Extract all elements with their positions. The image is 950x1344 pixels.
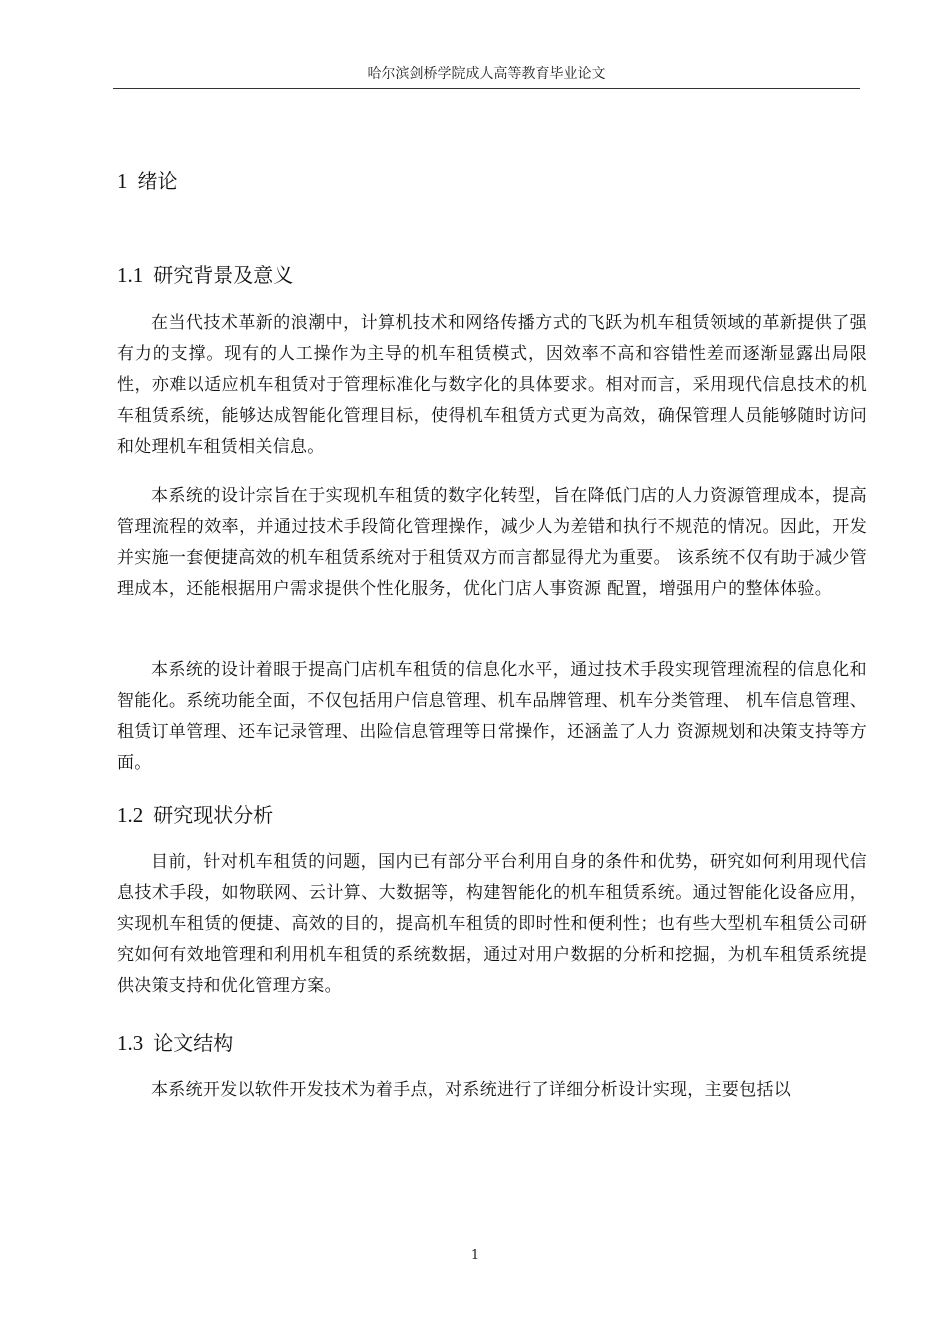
paragraph: 目前，针对机车租赁的问题，国内已有部分平台利用自身的条件和优势，研究如何利用现代信息技术手段，如物联网、云计算、大数据等，构建智能化的机车租赁系统。通过智能化设备应用，实现机车租赁的便捷、高效的目的，提高机车租赁的即时性和便利性；也有些大型机车租赁公司研究如何有效地管理和利用机车租赁的系统数据，通过对用户数据的分析和挖掘，为机车租赁系统提供决策支持和优化管理方案。 <box>117 852 867 996</box>
section-title: 研究现状分析 <box>153 803 274 827</box>
section-number: 1.3 <box>117 1031 144 1055</box>
section-heading-1-2 <box>117 801 273 829</box>
chapter-title: 绪论 <box>137 169 178 193</box>
page-number: 1 <box>470 1248 480 1263</box>
paragraph: 本系统的设计宗旨在于实现机车租赁的数字化转型，旨在降低门店的人力资源管理成本，提高管理流程的效率，并通过技术手段简化管理操作，减少人为差错和执行不规范的情况。因此，开发并实施一套便捷高效的机车租赁系统对于租赁双方而言都显得尤为重要。 该系统不仅有助于减少管理成本，还能根据用户需求提供个性化服务，优化门店人事资源 配置，增强用户的整体体验。 <box>117 486 867 599</box>
header-divider <box>113 88 860 89</box>
page-header-title: 哈尔滨剑桥学院成人高等教育毕业论文 <box>367 66 606 82</box>
section-title: 论文结构 <box>153 1031 234 1055</box>
chapter-heading <box>117 167 178 195</box>
chapter-number: 1 <box>117 169 128 193</box>
paragraph: 本系统的设计着眼于提高门店机车租赁的信息化水平，通过技术手段实现管理流程的信息化和智能化。系统功能全面，不仅包括用户信息管理、机车品牌管理、机车分类管理、 机车信息管理、租赁订单管理、还车记录管理、出险信息管理等日常操作，还涵盖了人力 资源规划和决策支持等方面。 <box>117 660 867 773</box>
section-title: 研究背景及意义 <box>153 263 294 287</box>
section-heading-1-1 <box>117 261 293 289</box>
paragraph: 在当代技术革新的浪潮中，计算机技术和网络传播方式的飞跃为机车租赁领域的革新提供了强有力的支撑。现有的人工操作为主导的机车租赁模式，因效率不高和容错性差而逐渐显露出局限性，亦难以适应机车租赁对于管理标准化与数字化的具体要求。相对而言，采用现代信息技术的机车租赁系统，能够达成智能化管理目标，使得机车租赁方式更为高效，确保管理人员能够随时访问和处理机车租赁相关信息。 <box>117 313 867 457</box>
paragraph: 本系统开发以软件开发技术为着手点，对系统进行了详细分析设计实现，主要包括以 <box>151 1080 792 1100</box>
section-number: 1.2 <box>117 803 144 827</box>
section-number: 1.1 <box>117 263 144 287</box>
section-heading-1-3 <box>117 1029 233 1057</box>
